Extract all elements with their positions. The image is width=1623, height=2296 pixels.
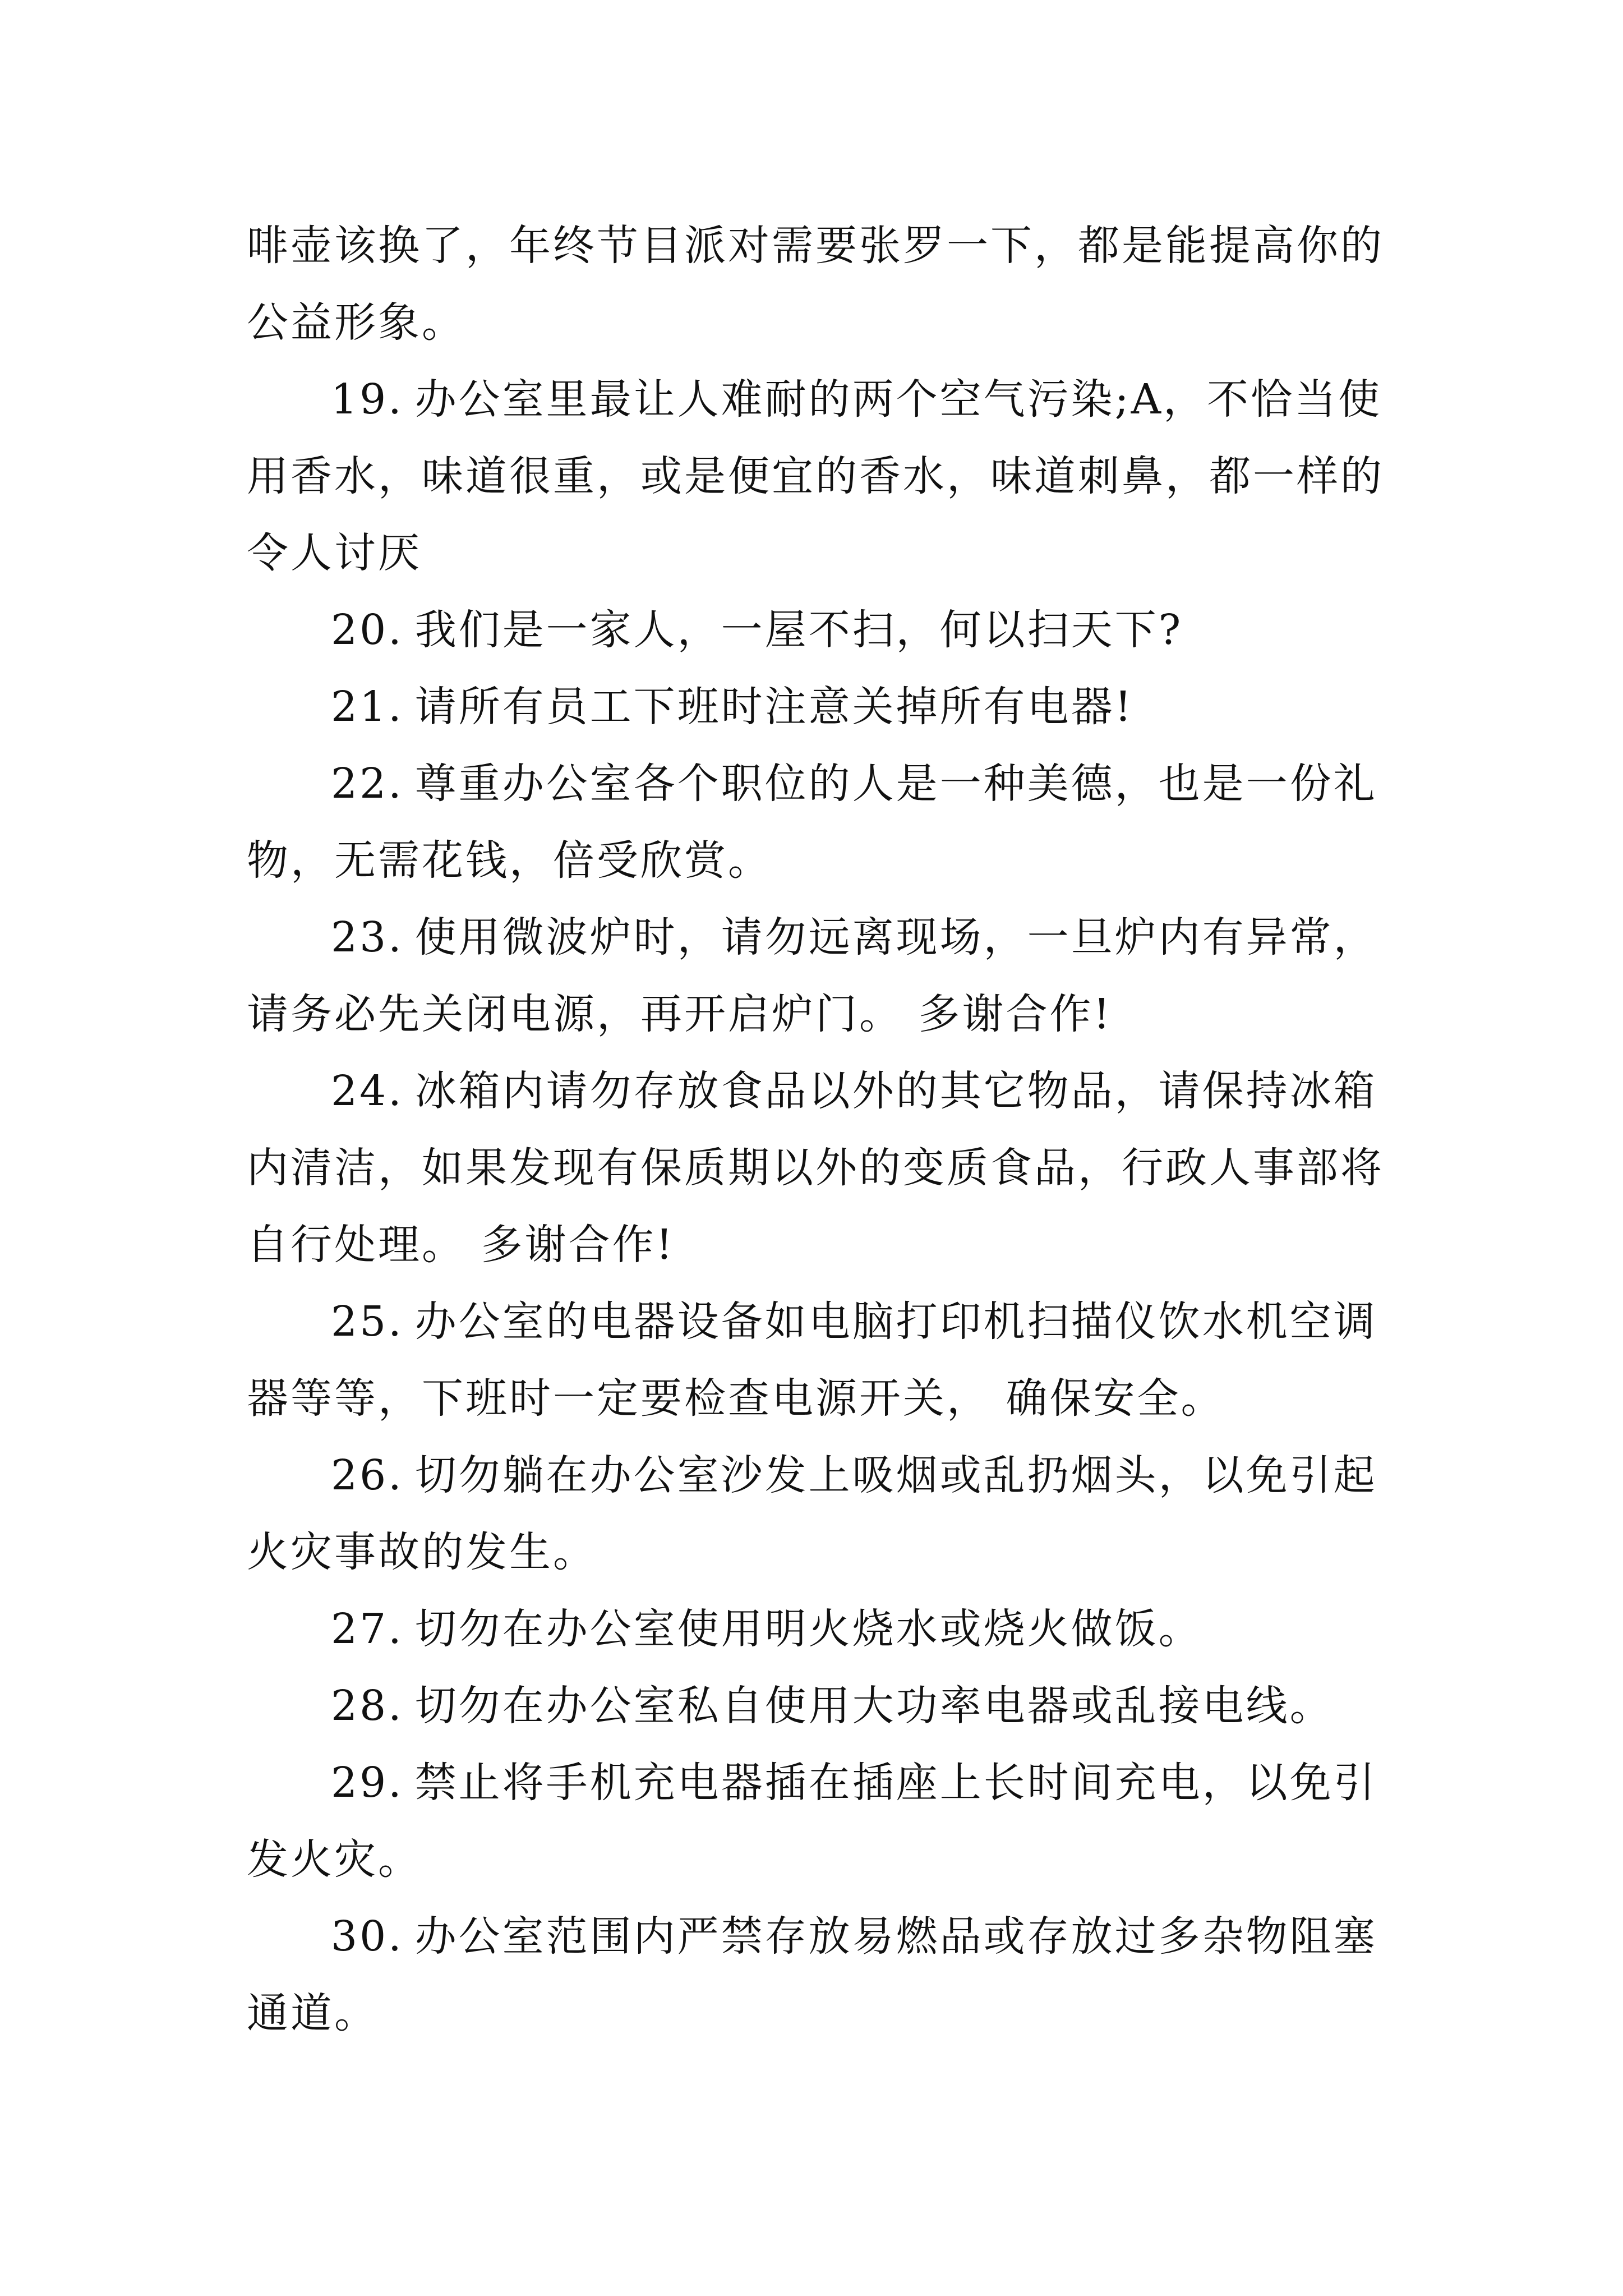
paragraph-number: 25. <box>331 1297 404 1346</box>
paragraph-number: 22. <box>331 760 404 808</box>
paragraph-text: 办公室的电器设备如电脑打印机扫描仪饮水机空调器等等，下班时一定要检查电源开关， 确保安全。 <box>247 1297 1377 1423</box>
paragraph-30 <box>247 1898 1402 2052</box>
paragraph-number: 30. <box>331 1912 404 1961</box>
paragraph-number: 26. <box>331 1451 404 1499</box>
paragraph-text: 办公室里最让人难耐的两个空气污染;A，不恰当使用香水，味道很重，或是便宜的香水，味道刺鼻，都一样的令人讨厌 <box>247 375 1384 577</box>
paragraph-number: 23. <box>331 913 404 961</box>
paragraph-text: 啡壶该换了，年终节目派对需要张罗一下，都是能提高你的公益形象。 <box>247 222 1384 347</box>
paragraph-text: 使用微波炉时，请勿远离现场，一旦炉内有异常，请务必先关闭电源，再开启炉门。 多谢合作! <box>247 913 1377 1038</box>
paragraph-text: 尊重办公室各个职位的人是一种美德，也是一份礼物，无需花钱，倍受欣赏。 <box>247 760 1377 885</box>
paragraph-number: 29. <box>331 1759 404 1807</box>
paragraph-29 <box>247 1745 1402 1898</box>
paragraph-number: 27. <box>331 1605 404 1653</box>
paragraph-text: 请所有员工下班时注意关掉所有电器! <box>414 683 1134 731</box>
paragraph-25 <box>247 1283 1402 1437</box>
paragraph-23 <box>247 899 1402 1053</box>
paragraph-20 <box>247 592 1402 669</box>
paragraph-28 <box>247 1668 1402 1745</box>
paragraph-21 <box>247 669 1402 746</box>
paragraph-text: 冰箱内请勿存放食品以外的其它物品，请保持冰箱内清洁，如果发现有保质期以外的变质食品，行政人事部将自行处理。 多谢合作! <box>247 1067 1384 1269</box>
paragraph-number: 20. <box>331 606 404 654</box>
paragraph-text: 切勿在办公室私自使用大功率电器或乱接电线。 <box>414 1682 1334 1730</box>
paragraph-19 <box>247 361 1402 592</box>
document-body <box>247 208 1402 2052</box>
paragraph-22 <box>247 746 1402 899</box>
paragraph-text: 办公室范围内严禁存放易燃品或存放过多杂物阻塞通道。 <box>247 1912 1377 2037</box>
paragraph-text: 我们是一家人，一屋不扫，何以扫天下? <box>414 606 1183 654</box>
paragraph-number: 19. <box>331 375 404 424</box>
paragraph-text: 切勿躺在办公室沙发上吸烟或乱扔烟头，以免引起火灾事故的发生。 <box>247 1451 1377 1576</box>
paragraph-text: 禁止将手机充电器插在插座上长时间充电，以免引发火灾。 <box>247 1759 1377 1884</box>
paragraph-27 <box>247 1591 1402 1668</box>
paragraph-26 <box>247 1437 1402 1591</box>
paragraph-number: 28. <box>331 1682 404 1730</box>
paragraph-number: 24. <box>331 1067 404 1115</box>
paragraph-24 <box>247 1053 1402 1283</box>
paragraph-continuation <box>247 208 1402 361</box>
paragraph-number: 21. <box>331 683 404 731</box>
paragraph-text: 切勿在办公室使用明火烧水或烧火做饭。 <box>414 1605 1202 1653</box>
